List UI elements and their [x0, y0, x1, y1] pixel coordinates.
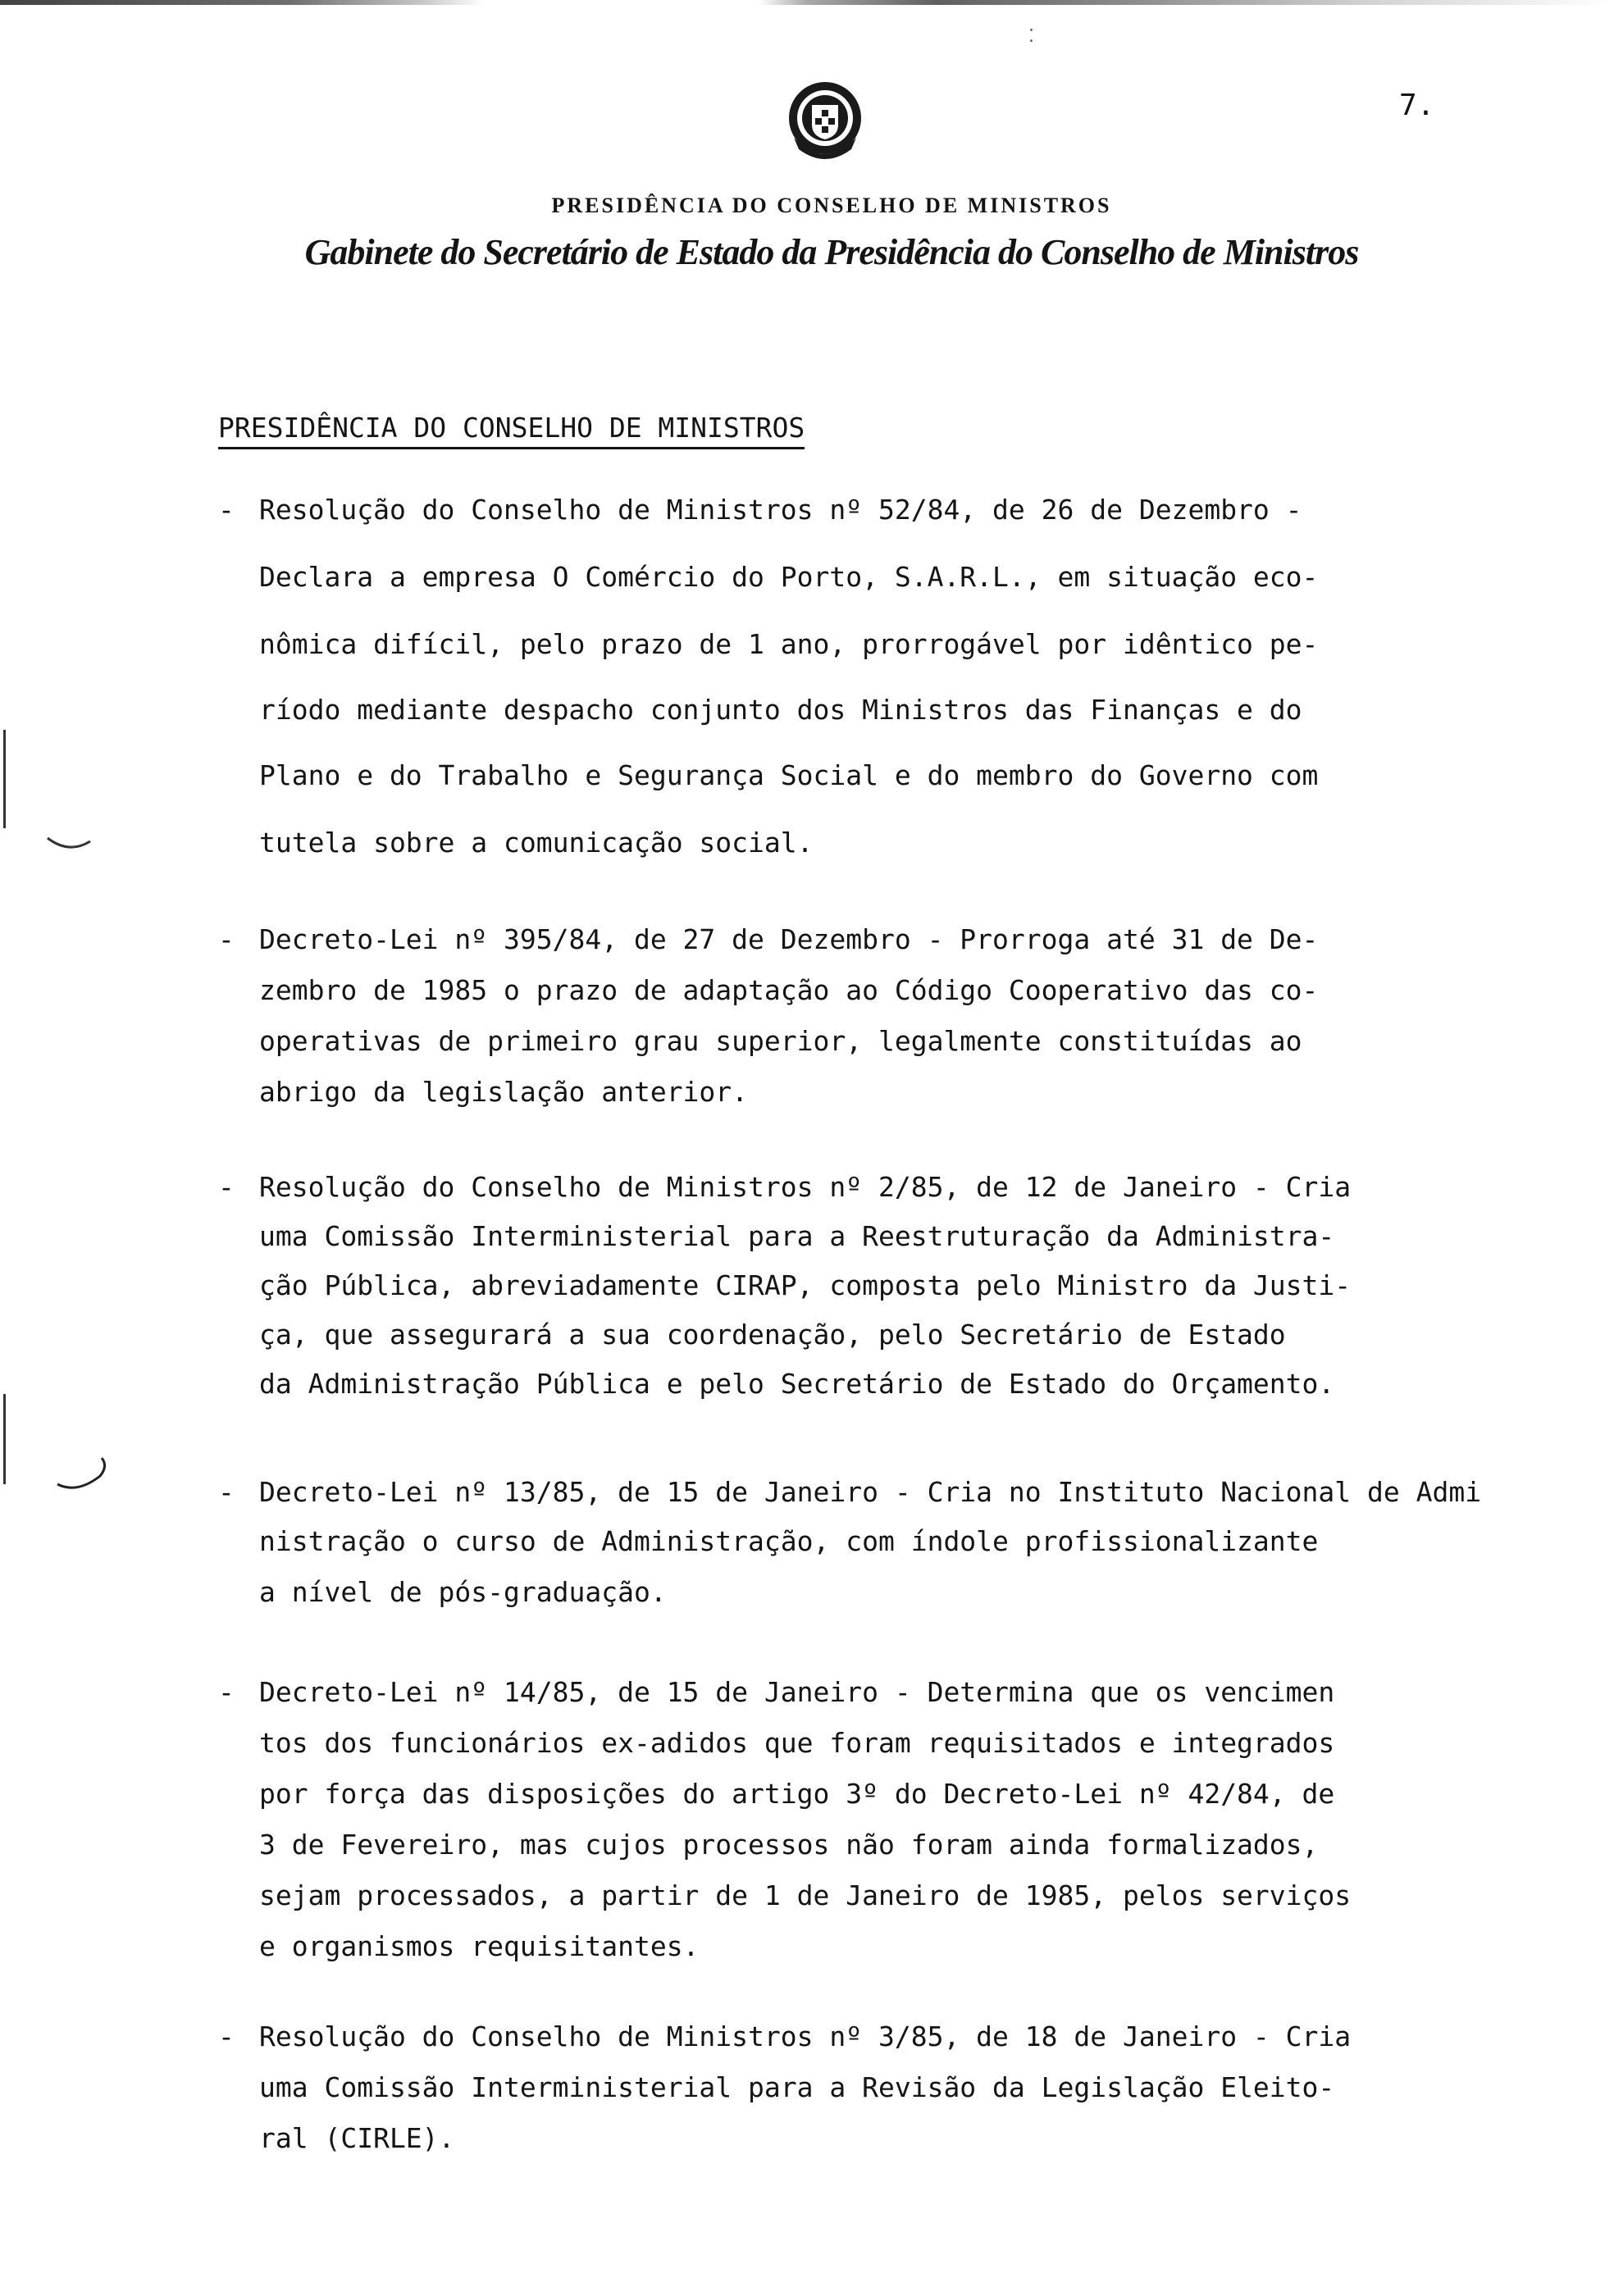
entry-text-line: ção Pública, abreviadamente CIRAP, composta pelo Ministro da Justi- — [259, 1269, 1352, 1301]
list-bullet: - — [218, 1476, 235, 1508]
entry-text-line: da Administração Pública e pelo Secretário de Estado do Orçamento. — [259, 1368, 1335, 1400]
scan-edge-left — [3, 1394, 6, 1484]
entry-text-line: tos dos funcionários ex-adidos que foram requisitados e integrados — [259, 1727, 1335, 1759]
hole-punch-mark — [44, 830, 102, 863]
entry-text-line: a nível de pós-graduação. — [259, 1576, 667, 1608]
scan-edge-left — [3, 730, 6, 828]
list-bullet: - — [218, 1171, 235, 1203]
list-bullet: - — [218, 1676, 235, 1708]
portuguese-coat-of-arms-icon — [776, 74, 874, 172]
section-heading: PRESIDÊNCIA DO CONSELHO DE MINISTROS — [218, 412, 805, 449]
entry-text-line: por força das disposições do artigo 3º do Decreto-Lei nº 42/84, de — [259, 1778, 1335, 1810]
entry-text-line: e organismos requisitantes. — [259, 1930, 700, 1962]
entry-text-line: Resolução do Conselho de Ministros nº 2/85, de 12 de Janeiro - Cria — [259, 1171, 1352, 1203]
entry-text-line: tutela sobre a comunicação social. — [259, 827, 814, 859]
entry-text-line: Decreto-Lei nº 13/85, de 15 de Janeiro - Cria no Instituto Nacional de Admi — [259, 1476, 1482, 1508]
entry-text-line: ral (CIRLE). — [259, 2122, 455, 2154]
letterhead-subtitle: Gabinete do Secretário de Estado da Presidência do Conselho de Ministros — [304, 232, 1359, 272]
page-number: 7. — [1399, 89, 1435, 122]
entry-text-line: uma Comissão Interministerial para a Reestruturação da Administra- — [259, 1220, 1335, 1252]
entry-text-line: Resolução do Conselho de Ministros nº 3/85, de 18 de Janeiro - Cria — [259, 2020, 1352, 2052]
entry-text-line: Declara a empresa O Comércio do Porto, S.A.R.L., em situação eco- — [259, 561, 1319, 593]
list-bullet: - — [218, 923, 235, 955]
entry-text-line: abrigo da legislação anterior. — [259, 1076, 749, 1108]
list-bullet: - — [218, 2020, 235, 2052]
scan-edge — [0, 0, 1614, 5]
entry-text-line: ríodo mediante despacho conjunto dos Ministros das Finanças e do — [259, 694, 1302, 726]
entry-text-line: ça, que assegurará a sua coordenação, pelo Secretário de Estado — [259, 1319, 1286, 1351]
entry-text-line: Plano e do Trabalho e Segurança Social e do membro do Governo com — [259, 759, 1319, 791]
entry-text-line: uma Comissão Interministerial para a Revisão da Legislação Eleito- — [259, 2071, 1335, 2103]
list-bullet: - — [218, 494, 235, 526]
entry-text-line: zembro de 1985 o prazo de adaptação ao Código Cooperativo das co- — [259, 974, 1319, 1006]
letterhead-title: PRESIDÊNCIA DO CONSELHO DE MINISTROS — [551, 194, 1112, 217]
entry-text-line: Decreto-Lei nº 395/84, de 27 de Dezembro - Prorroga até 31 de De- — [259, 923, 1319, 955]
entry-text-line: nômica difícil, pelo prazo de 1 ano, prorrogável por idêntico pe- — [259, 628, 1319, 660]
entry-text-line: nistração o curso de Administração, com índole profissionalizante — [259, 1525, 1319, 1557]
entry-text-line: operativas de primeiro grau superior, legalmente constituídas ao — [259, 1025, 1302, 1057]
scan-speck: ⁚ — [1028, 26, 1034, 47]
entry-text-line: Decreto-Lei nº 14/85, de 15 de Janeiro - Determina que os vencimen — [259, 1676, 1335, 1708]
entry-text-line: sejam processados, a partir de 1 de Janeiro de 1985, pelos serviços — [259, 1879, 1352, 1911]
entry-text-line: Resolução do Conselho de Ministros nº 52/84, de 26 de Dezembro - — [259, 494, 1302, 526]
entry-text-line: 3 de Fevereiro, mas cujos processos não foram ainda formalizados, — [259, 1829, 1319, 1861]
hole-punch-mark — [52, 1451, 118, 1501]
